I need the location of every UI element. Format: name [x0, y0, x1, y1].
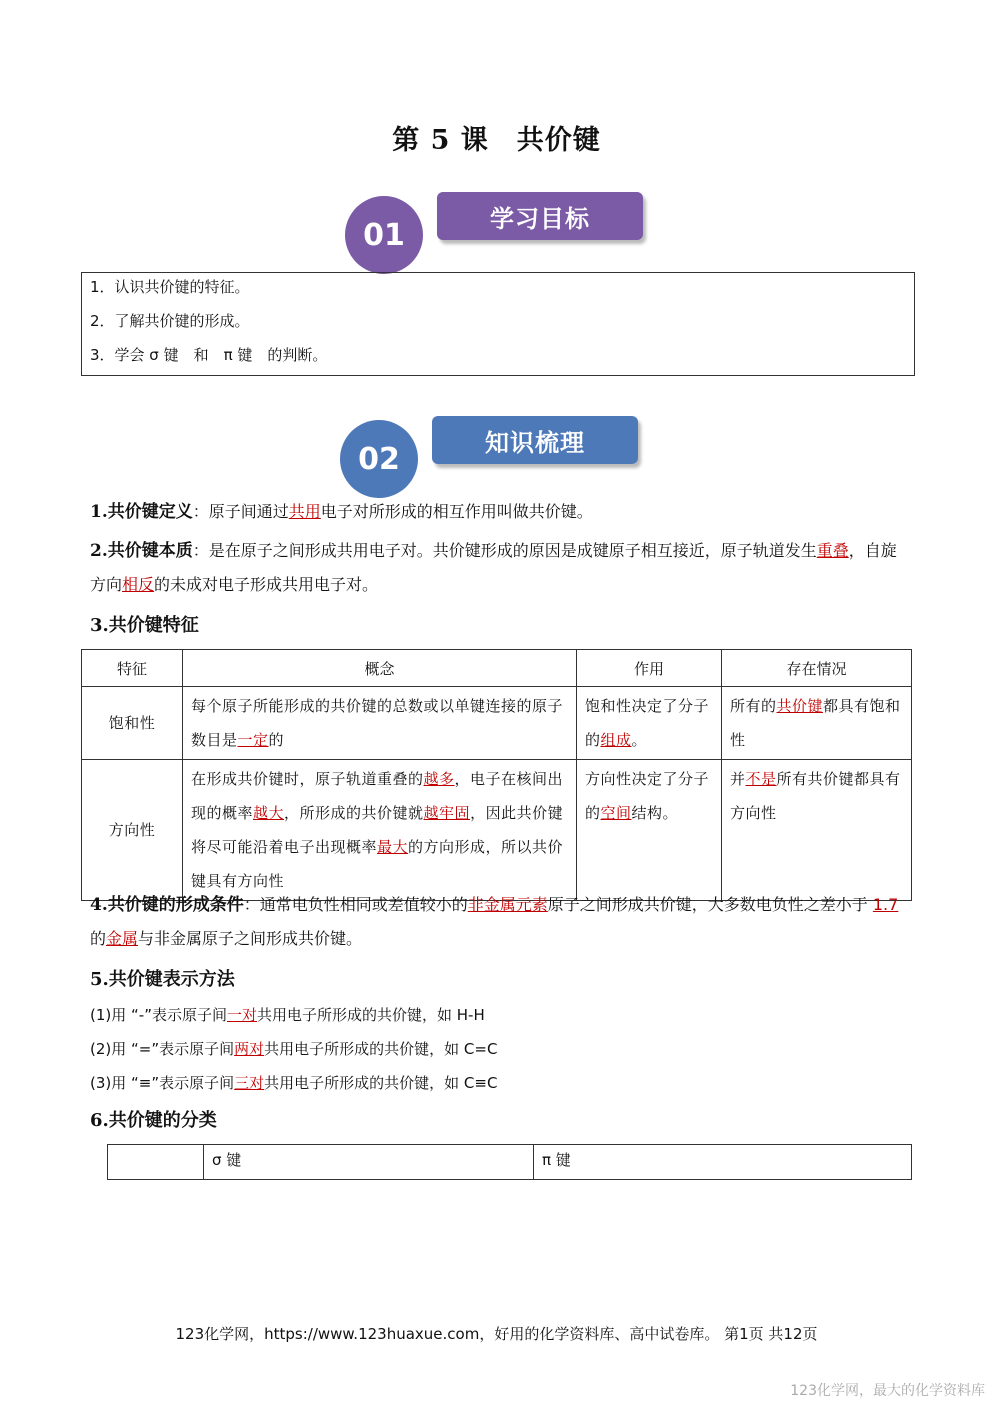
goal-item: 2．了解共价键的形成。	[90, 312, 250, 330]
answer-blank: 一对	[226, 1006, 257, 1024]
feature-effect	[577, 687, 722, 760]
answer-blank: 相反	[122, 575, 155, 594]
answer-blank: 不是	[745, 770, 777, 788]
sigma-bond-header: σ 键	[204, 1145, 534, 1180]
text: 共用电子所形成的共价键，如 H-H	[257, 1006, 485, 1024]
text: 与非金属原子之间形成共价键。	[138, 929, 363, 948]
representation-line	[90, 1066, 908, 1100]
definition-heading: 1.共价键定义	[90, 502, 193, 522]
text: ，因此共价键将尽可能沿着电子出现概率	[191, 804, 564, 856]
watermark: 123化学网，最大的化学资料库	[790, 1383, 985, 1399]
text: (3)用 “≡”表示原子间	[90, 1074, 235, 1092]
table-header: 作用	[577, 650, 722, 687]
badge-label: 知识梳理	[432, 416, 638, 464]
text: (1)用 “-”表示原子间	[90, 1006, 227, 1024]
answer-blank: 共价键	[776, 697, 824, 715]
representation-heading: 5.共价键表示方法	[90, 969, 235, 990]
text: 所有的	[730, 697, 777, 715]
answer-blank: 越多	[423, 770, 455, 788]
table-header: 特征	[82, 650, 183, 687]
badge-label: 学习目标	[437, 192, 643, 240]
text: 的方向形成，所以共价键具有方向性	[191, 838, 564, 890]
answer-blank: 1.7	[872, 895, 899, 914]
text: 的	[268, 731, 285, 749]
essence-paragraph	[90, 534, 908, 602]
answer-blank: 越牢固	[423, 804, 471, 822]
text: 结构。	[631, 804, 679, 822]
text: 所有共价键都具有方向性	[730, 770, 901, 822]
text: 方向性决定了分子的	[585, 770, 710, 822]
text: 的未成对电子形成共用电子对。	[154, 575, 379, 594]
answer-blank: 两对	[234, 1040, 265, 1058]
goals-box	[81, 272, 915, 376]
answer-blank: 越大	[253, 804, 285, 822]
table-header: 概念	[183, 650, 577, 687]
feature-name: 饱和性	[82, 687, 183, 760]
answer-blank: 最大	[377, 838, 409, 856]
text: 原子之间形成共价键，大多数电负性之差小于	[547, 895, 873, 914]
table-header: 存在情况	[722, 650, 912, 687]
section-badge-knowledge	[340, 412, 650, 502]
answer-blank: 组成	[600, 731, 632, 749]
answer-blank: 非金属元素	[467, 895, 548, 914]
table-cell	[108, 1145, 204, 1180]
text: ，自旋方向	[90, 541, 897, 594]
goal-item: 1．认识共价键的特征。	[90, 278, 250, 296]
representation-line	[90, 1032, 908, 1066]
feature-existence	[722, 687, 912, 760]
text: 在形成共价键时，原子轨道重叠的	[191, 770, 424, 788]
answer-blank: 重叠	[816, 541, 849, 560]
definition-paragraph	[90, 495, 908, 529]
formation-heading: 4.共价键的形成条件	[90, 895, 244, 915]
feature-concept	[183, 760, 577, 901]
text: 电子对所形成的相互作用叫做共价键。	[320, 502, 593, 521]
pi-bond-header: π 键	[534, 1145, 912, 1180]
text: ：原子间通过	[192, 502, 289, 521]
features-heading: 3.共价键特征	[90, 615, 199, 636]
answer-blank: 一定	[237, 731, 269, 749]
text: ：是在原子之间形成共用电子对。共价键形成的原因是成键原子相互接近，原子轨道发生	[192, 541, 817, 560]
goal-item: 3．学会 σ 键 和 π 键 的判断。	[90, 346, 328, 364]
badge-number: 02	[340, 420, 418, 498]
badge-number: 01	[345, 196, 423, 274]
formation-paragraph	[90, 888, 908, 956]
text: 的	[90, 929, 107, 948]
answer-blank: 共用	[288, 502, 321, 521]
feature-existence	[722, 760, 912, 901]
text: ，电子在核间出现的概率	[191, 770, 564, 822]
table-row	[82, 760, 912, 901]
feature-name: 方向性	[82, 760, 183, 901]
text: 。	[631, 731, 648, 749]
representation-line	[90, 998, 908, 1032]
answer-blank: 金属	[106, 929, 139, 948]
text: 饱和性决定了分子的	[585, 697, 710, 749]
text: 共用电子所形成的共价键，如 C≡C	[264, 1074, 498, 1092]
text: 都具有饱和性	[730, 697, 901, 749]
feature-concept	[183, 687, 577, 760]
classification-heading: 6.共价键的分类	[90, 1110, 217, 1131]
text: 共用电子所形成的共价键，如 C=C	[264, 1040, 498, 1058]
page-footer: 123化学网，https://www.123huaxue.com，好用的化学资料库、高中试卷库。 第1页 共12页	[175, 1325, 818, 1343]
text: 并	[730, 770, 746, 788]
feature-effect	[577, 760, 722, 901]
feature-table	[81, 649, 912, 901]
text: (2)用 “=”表示原子间	[90, 1040, 235, 1058]
text: ：通常电负性相同或差值较小的	[243, 895, 468, 914]
classification-table	[107, 1144, 912, 1180]
table-row	[82, 687, 912, 760]
essence-heading: 2.共价键本质	[90, 541, 193, 561]
page-title: 第 5 课 共价键	[392, 125, 601, 156]
section-badge-goals	[345, 188, 655, 278]
answer-blank: 空间	[600, 804, 632, 822]
answer-blank: 三对	[234, 1074, 265, 1092]
text: ，所形成的共价键就	[284, 804, 424, 822]
text: 每个原子所能形成的共价键的总数或以单键连接的原子数目是	[191, 697, 564, 749]
